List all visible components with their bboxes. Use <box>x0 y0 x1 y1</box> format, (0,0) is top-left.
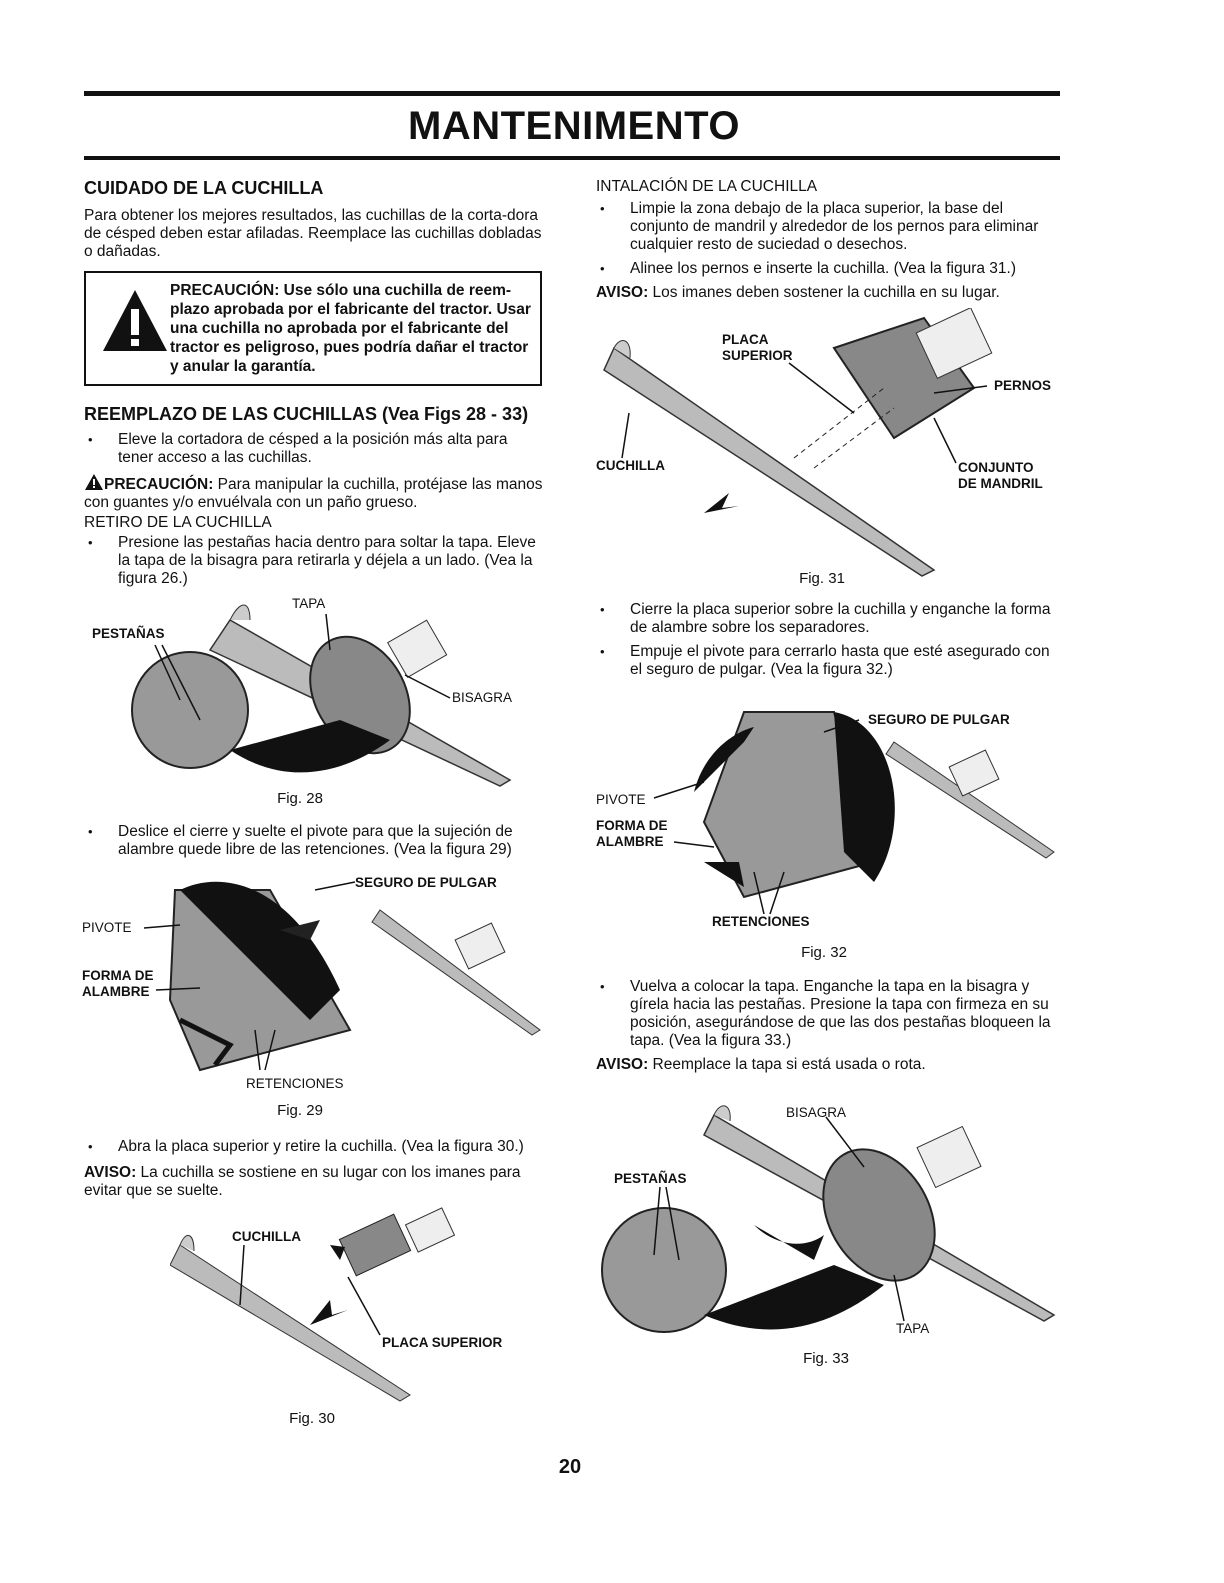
aviso-tapa <box>596 1056 1060 1074</box>
bullet-presione: • Presione las pestañas hacia dentro para soltar la tapa. Eleve la tapa de la bisagra para retirarla y déjela a un lado. (Vea la figura 26.) <box>84 534 546 588</box>
label-alambre: ALAMBRE <box>82 984 150 999</box>
aviso-imanes-sostener <box>596 284 1060 302</box>
caution-box-text: PRECAUCIÓN: Use sólo una cuchilla de reem-plazo aprobada por el fabricante del tractor. Usar una cuchilla no aprobada por el fabricante del tractor es peligroso, pues podría dañar el tractor y anular la garantía. <box>170 282 531 375</box>
figure-32 <box>594 702 1064 932</box>
caption-fig-30: Fig. 30 <box>289 1410 335 1427</box>
label-pestanas: PESTAÑAS <box>614 1171 687 1186</box>
text-cuidado: Para obtener los mejores resultados, las cuchillas de la corta-dora de césped deben estar afiladas. Reemplace las cuchillas dobladas o dañadas. <box>84 207 542 260</box>
caution-glove-text <box>84 473 546 512</box>
label-placa: PLACA <box>722 332 769 347</box>
label-pivote: PIVOTE <box>596 792 646 807</box>
label-tapa: TAPA <box>896 1321 930 1336</box>
bullet-eleve: • Eleve la cortadora de césped a la posición más alta para tener acceso a las cuchillas. <box>84 431 546 467</box>
label-pestanas: PESTAÑAS <box>92 626 165 641</box>
label-forma-de: FORMA DE <box>82 968 154 983</box>
section-deslice <box>84 823 546 859</box>
label-bisagra: BISAGRA <box>786 1105 847 1120</box>
aviso-imanes <box>84 1164 546 1200</box>
bullet-alinee: • Alinee los pernos e inserte la cuchilla. (Vea la figura 31.) <box>596 260 1060 278</box>
caption-fig-29: Fig. 29 <box>277 1102 323 1119</box>
label-alambre: ALAMBRE <box>596 834 664 849</box>
title-underline <box>84 156 1060 160</box>
bullet-vuelva: • Vuelva a colocar la tapa. Enganche la tapa en la bisagra y gírela hacia las pestañas. Presione la tapa con firmeza en su posición, asegurándose de que las dos pestañas bloqueen la tapa. (Vea la figura 33.) <box>596 978 1060 1050</box>
bullet-limpie: • Limpie la zona debajo de la placa superior, la base del conjunto de mandril y alrededor de los pernos para eliminar cualquier resto de suciedad o desechos. <box>596 200 1060 254</box>
top-rule <box>84 91 1060 96</box>
heading-reemplazo: REEMPLAZO DE LAS CUCHILLAS (Vea Figs 28 - 33) <box>84 404 529 424</box>
label-conjunto: CONJUNTO <box>958 460 1034 475</box>
bullet-deslice: • Deslice el cierre y suelte el pivote para que la sujeción de alambre quede libre de las retenciones. (Vea la figura 29) <box>84 823 546 859</box>
figure-30 <box>170 1205 520 1405</box>
aviso-label: AVISO: <box>596 1056 649 1073</box>
label-pivote: PIVOTE <box>82 920 132 935</box>
bullet-abra: • Abra la placa superior y retire la cuchilla. (Vea la figura 30.) <box>84 1138 546 1156</box>
label-retenciones: RETENCIONES <box>246 1076 344 1091</box>
caution-box <box>84 271 542 386</box>
section-cierre <box>596 601 1060 679</box>
caption-fig-31: Fig. 31 <box>799 570 845 587</box>
warning-triangle-icon <box>100 287 170 357</box>
label-bisagra: BISAGRA <box>452 690 513 705</box>
label-pernos: PERNOS <box>994 378 1052 393</box>
page-number: 20 <box>558 1456 582 1478</box>
label-superior: SUPERIOR <box>722 348 793 363</box>
label-seguro-pulgar: SEGURO DE PULGAR <box>868 712 1010 727</box>
caption-fig-33: Fig. 33 <box>803 1350 849 1367</box>
label-cuchilla: CUCHILLA <box>596 458 665 473</box>
section-vuelva <box>596 978 1060 1074</box>
label-retenciones: RETENCIONES <box>712 914 810 929</box>
section-abra <box>84 1138 546 1200</box>
bullet-empuje: • Empuje el pivote para cerrarlo hasta que esté asegurado con el seguro de pulgar. (Vea la figura 32.) <box>596 643 1060 679</box>
caption-fig-32: Fig. 32 <box>801 944 847 961</box>
aviso-text: Reemplace la tapa si está usada o rota. <box>648 1056 926 1073</box>
label-de-mandril: DE MANDRIL <box>958 476 1043 491</box>
bullet-cierre: • Cierre la placa superior sobre la cuchilla y enganche la forma de alambre sobre los separadores. <box>596 601 1060 637</box>
aviso-label: AVISO: <box>596 284 649 301</box>
caution-text: Para manipular la cuchilla, protéjase las manos con guantes y/o envuélvala con un paño grueso. <box>84 476 543 511</box>
figure-28 <box>90 590 530 790</box>
caution-label: PRECAUCIÓN: <box>104 476 214 493</box>
label-tapa: TAPA <box>292 596 326 611</box>
figure-33 <box>594 1095 1064 1345</box>
aviso-label: AVISO: <box>84 1164 137 1181</box>
label-seguro-pulgar: SEGURO DE PULGAR <box>355 875 497 890</box>
subheading-instalacion: INTALACIÓN DE LA CUCHILLA <box>596 178 818 195</box>
caption-fig-28: Fig. 28 <box>277 790 323 807</box>
warning-triangle-icon <box>84 473 104 491</box>
label-cuchilla: CUCHILLA <box>232 1229 301 1244</box>
aviso-text: Los imanes deben sostener la cuchilla en su lugar. <box>648 284 1000 301</box>
section-cuidado <box>84 178 546 261</box>
heading-cuidado: CUIDADO DE LA CUCHILLA <box>84 178 324 198</box>
aviso-text: La cuchilla se sostiene en su lugar con los imanes para evitar que se suelte. <box>84 1164 521 1199</box>
page-title: MANTENIMENTO <box>408 104 740 148</box>
label-forma-de: FORMA DE <box>596 818 668 833</box>
subheading-retiro: RETIRO DE LA CUCHILLA <box>84 514 272 531</box>
label-placa-superior: PLACA SUPERIOR <box>382 1335 503 1350</box>
figure-29 <box>80 870 550 1095</box>
section-instalacion <box>596 178 1060 302</box>
figure-31 <box>594 308 1064 578</box>
section-reemplazo <box>84 404 546 588</box>
